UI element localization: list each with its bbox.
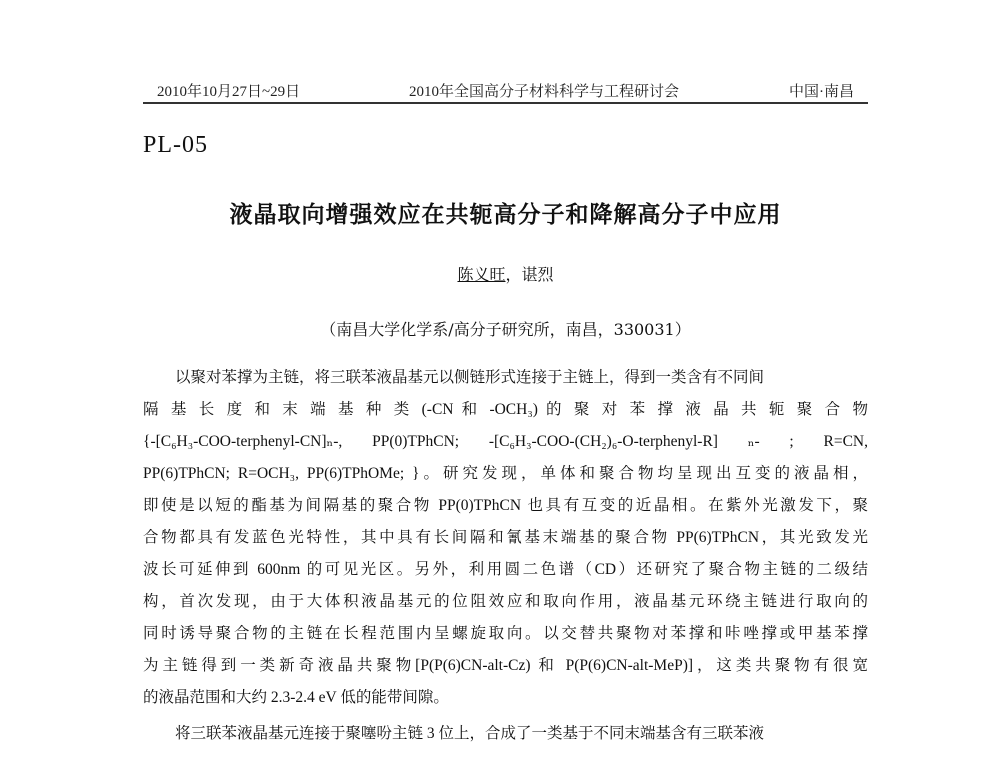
paper-title: 液晶取向增强效应在共轭高分子和降解高分子中应用 <box>229 202 782 228</box>
paper-code: PL-05 <box>143 132 208 158</box>
abstract-line: 波长可延伸到 600nm 的可见光区。另外，利用圆二色谱（CD）还研究了聚合物主链的二级结 <box>143 561 868 578</box>
presenting-author: 陈义旺 <box>457 265 506 284</box>
abstract-line: 将三联苯液晶基元连接于聚噻吩主链 3 位上，合成了一类基于不同末端基含有三联苯液 <box>175 725 765 742</box>
abstract-line: 即使是以短的酯基为间隔基的聚合物 PP(0)TPhCN 也具有互变的近晶相。在紫外光激发下，聚 <box>143 497 868 514</box>
abstract-line: 合物都具有发蓝色光特性，其中具有长间隔和氰基末端基的聚合物 PP(6)TPhCN，其光致发光 <box>143 529 868 546</box>
abstract-line: {-[C₆H₃-COO-terphenyl-CN]ₙ-, PP(0)TPhCN; -[C₆H₃-COO-(CH₂)₆-O-terphenyl-R] ₙ- ; R=CN, <box>143 433 868 450</box>
running-header <box>143 78 868 104</box>
abstract-line: PP(6)TPhCN; R=OCH₃, PP(6)TPhOMe; }。研究发现，单体和聚合物均呈现出互变的液晶相， <box>143 465 868 482</box>
abstract-line: 构，首次发现，由于大体积液晶基元的位阻效应和取向作用，液晶基元环绕主链进行取向的 <box>143 593 868 610</box>
header-conference: 2010年全国高分子材料科学与工程研讨会 <box>409 84 680 100</box>
header-date: 2010年10月27日~29日 <box>157 84 301 100</box>
abstract-line: 同时诱导聚合物的主链在长程范围内呈螺旋取向。以交替共聚物对苯撑和咔唑撑或甲基苯撑 <box>143 625 868 642</box>
abstract-line: 以聚对苯撑为主链，将三联苯液晶基元以侧链形式连接于主链上，得到一类含有不同间 <box>175 369 765 386</box>
header-location: 中国·南昌 <box>789 84 854 100</box>
co-authors: ，谌烈 <box>505 265 554 284</box>
affiliation: （南昌大学化学系/高分子研究所，南昌，330031） <box>320 320 691 339</box>
abstract-line: 的液晶范围和大约 2.3-2.4 eV 低的能带间隙。 <box>143 689 449 706</box>
author-list <box>143 262 868 285</box>
abstract-line: 隔 基 长 度 和 末 端 基 种 类 (-CN 和 -OCH₃) 的 聚 对 苯 撑 液 晶 共 轭 聚 合 物 <box>143 401 868 418</box>
abstract-line: 为主链得到一类新奇液晶共聚物[P(P(6)CN-alt-Cz) 和 P(P(6)CN-alt-MeP)]，这类共聚物有很宽 <box>143 657 868 674</box>
